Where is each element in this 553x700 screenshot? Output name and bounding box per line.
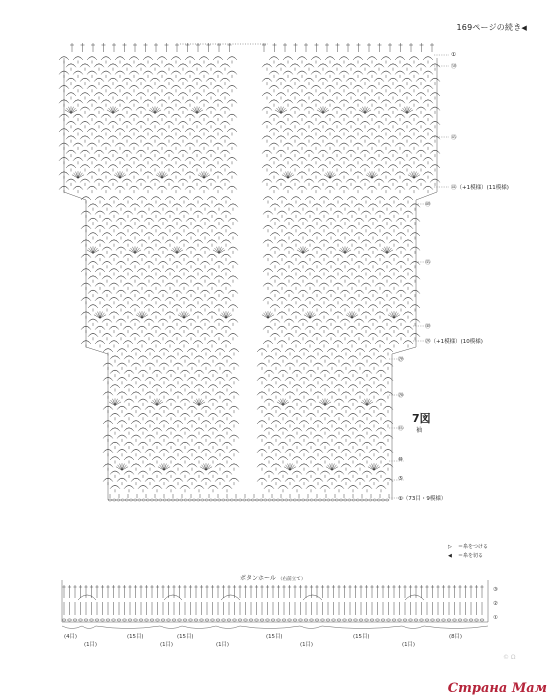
sleeve-chart-body <box>59 43 440 501</box>
attach-yarn-icon: ▷ <box>448 544 452 550</box>
legend-item <box>448 543 488 552</box>
buttonhole-chart <box>62 580 488 629</box>
row-label: ㉟ <box>425 260 431 266</box>
back-arrow-icon: ◀ <box>521 24 527 32</box>
bh-count: (15目) <box>353 634 370 640</box>
legend-item <box>448 552 488 561</box>
row-label: ㉚ <box>425 324 431 330</box>
legend-label: ＝糸をつける <box>458 544 489 550</box>
bh-row-label: ① <box>493 615 498 621</box>
row-label: ①（73目・9模様） <box>398 496 447 502</box>
row-label: ① <box>451 52 456 58</box>
row-label: ㊿ <box>451 64 457 70</box>
legend-label: ＝糸を切る <box>458 553 484 559</box>
row-label: ㉘（+1模様）(10模様) <box>425 339 483 345</box>
buttonhole-title <box>240 573 305 582</box>
row-label: ㊵ <box>425 202 431 208</box>
bh-row-label: ③ <box>493 587 498 593</box>
bh-count: (1目) <box>216 642 230 648</box>
bh-count: (4目) <box>64 634 78 640</box>
row-label: ⑳ <box>398 393 404 399</box>
bh-count: (1目) <box>300 642 314 648</box>
bh-row-label: ② <box>493 601 498 607</box>
bh-count: (15目) <box>127 634 144 640</box>
bh-count: (8目) <box>449 634 463 640</box>
bh-count: (1目) <box>160 642 174 648</box>
buttonhole-title-text: ボタンホール <box>240 575 276 582</box>
cut-yarn-icon: ◀ <box>448 553 452 559</box>
symbol-legend <box>448 543 488 561</box>
row-label: ⑮ <box>398 426 404 432</box>
figure-number: 7図 <box>412 412 431 425</box>
row-label: ㊺ <box>451 135 457 141</box>
bh-count: (1目) <box>402 642 416 648</box>
row-label: ㊹（+1模様）(11模様) <box>451 185 509 191</box>
row-label: ⑤ <box>398 476 403 482</box>
page-ref-text: 169ページの続き <box>456 23 522 32</box>
bh-count: (15目) <box>266 634 283 640</box>
buttonhole-subtitle: （右前立て） <box>277 577 306 582</box>
site-watermark: Страна Мам <box>447 681 547 696</box>
figure-caption: 袖 <box>416 427 423 434</box>
bh-count: (15目) <box>177 634 194 640</box>
row-label: ⑩ <box>398 457 403 463</box>
faint-watermark: © Ω <box>503 654 516 661</box>
bh-count: (1目) <box>84 642 98 648</box>
row-label: ㉙ <box>398 357 404 363</box>
